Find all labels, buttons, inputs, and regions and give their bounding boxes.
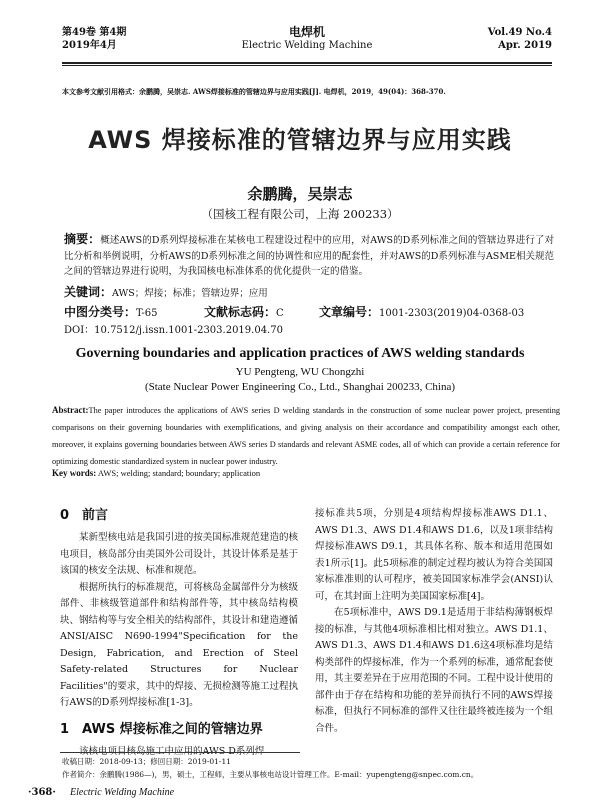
english-title: Governing boundaries and application practices of AWS welding standards [75,346,525,361]
header-journal-cn: 电焊机 [288,25,325,39]
clc-group [64,303,158,320]
code-group [204,303,284,320]
footnote-received: 收稿日期：2018-09-13；修回日期：2019-01-11 [62,757,231,766]
header-volume-en: Vol.49 No.4 [487,27,552,38]
paper-title: AWS 焊接标准的管辖边界与应用实践 [88,126,512,154]
code-value: C [276,308,284,319]
page-number: ·368· [28,787,56,798]
article-label: 文章编号： [319,305,380,319]
code-label: 文献标志码： [204,305,277,319]
paper-authors: 余鹏腾，吴崇志 [247,185,353,203]
footnote-author-bio: 作者简介：余鹏腾(1986—)，男，硕士，工程师，主要从事核电站设计管理工作。E-mail：yupengteng@snpec.com.cn。 [62,770,479,779]
header-right [488,26,552,52]
right-column [315,506,553,737]
keywords-en-label: Key words: [52,468,97,478]
english-affiliation: (State Nuclear Power Engineering Co., Ltd., Shanghai 200233, China) [144,381,456,393]
running-header [62,26,552,64]
footer-journal: Electric Welding Machine [70,787,175,798]
paragraph: 该核电项目核岛施工中应用的AWS D系列焊 [79,745,265,757]
paragraph: 在5项标准中，AWS D9.1是适用于非结构薄钢板焊接的标准，与其他4项标准相比相对独立。AWS D1.1、AWS D1.3、AWS D1.4和AWS D1.6这4项标准均是结构类部件的焊接标准，作为一个系列的标准，通常配套使用，其主要差异在于应用范围的不同。工程中设计使用的部件由于存在结构和功能的差异而执行不同的AWS焊接标准，但执行不同标准的部件又往往最终被连接为一个组合件。 [315,607,553,734]
keywords-text: AWS；焊接；标准；管辖边界；应用 [112,288,268,299]
keywords-cn [64,283,554,300]
abstract-en-label: Abstract: [52,405,89,415]
paragraph: 某新型核电站是我国引进的按美国标准规范建造的核电项目，核岛部分由美国外公司设计，其设计体系是基于该国的核安全法规、标准和规范。 [60,532,298,576]
header-rule [62,62,552,64]
clc-value: T-65 [136,308,158,319]
abstract-en-text: The paper introduces the applications of AWS series D welding standards in the construction of some nuclear power project, presenting comparisons on their governing boundaries with exemplifications, and giving analysis on their accordance and compatibility amongst each other, moreover, it explains governing boundaries between AWS series D standards and relevant ASME codes, all of which can provide a certain reference for optimizing domestic standardized system in nuclear power industry. [52,406,560,466]
clc-label: 中图分类号： [64,305,137,319]
citation-format: 本文参考文献引用格式：余鹏腾，吴崇志. AWS焊接标准的管辖边界与应用实践[J]. 电焊机，2019，49(04)：368-370. [62,87,446,96]
header-volume-cn: 第49卷 第4期 [62,27,127,38]
keywords-label: 关键词： [64,285,113,299]
header-center [62,26,552,52]
section-heading-1: 1 AWS 焊接标准之间的管辖边界 [60,721,263,737]
footnote-rule [60,752,300,753]
keywords-en-text: AWS; welding; standard; boundary; application [97,468,261,478]
paper-affiliation: （国核工程有限公司，上海 200233） [201,207,399,221]
article-value: 1001-2303(2019)04-0368-03 [379,308,525,319]
abstract-en [52,402,560,470]
abstract-label: 摘要： [64,232,101,246]
header-rule-thin [62,65,552,66]
section-heading-0: 0 前言 [60,508,109,523]
paragraph: 接标准共5项，分别是4项结构焊接标准AWS D1.1、AWS D1.3、AWS D1.4和AWS D1.6，以及1项非结构焊接标准AWS D9.1，其具体名称、版本和适用范围如表1所示[1]。此5项标准的制定过程均被认为符合美国国家标准准则的认可程序，被美国国家标准学会(ANSI)认可，在其封面上注明为美国国家标准[4]。 [315,508,553,602]
header-journal-en: Electric Welding Machine [241,40,373,51]
paragraph: 根据所执行的标准规范，可将核岛金属部件分为核级部件、非核级管道部件和结构部件等，其中核岛结构模块、钢结构等与安全相关的结构部件，其设计和建造遵循ANSI/AISC N690-1994"Specification for the Design, Fabrication, and Erection of Steel Safety-related Structures for Nuclear Facilities"的要求，其中的焊接、无损检测等施工过程执行AWS的D系列焊接标准[1-3]。 [60,581,298,708]
doi: DOI：10.7512/j.issn.1001-2303.2019.04.70 [64,325,283,336]
article-group [319,303,524,320]
english-authors: YU Pengteng, WU Chongzhi [235,366,365,378]
abstract-text: 概述AWS的D系列焊接标准在某核电工程建设过程中的应用，对AWS的D系列标准之间的管辖边界进行了对比分析和举例说明，分析AWS的D系列标准之间的协调性和应用的配套性，并对AWS的D系列标准与ASME相关规范之间的管辖边界进行说明，为我国核电标准体系的优化提供一定的借鉴。 [64,235,554,277]
header-date-cn: 2019年4月 [62,40,117,51]
keywords-en [52,468,560,478]
left-column [60,506,298,760]
abstract-cn [64,232,554,280]
header-date-en: Apr. 2019 [498,40,552,51]
